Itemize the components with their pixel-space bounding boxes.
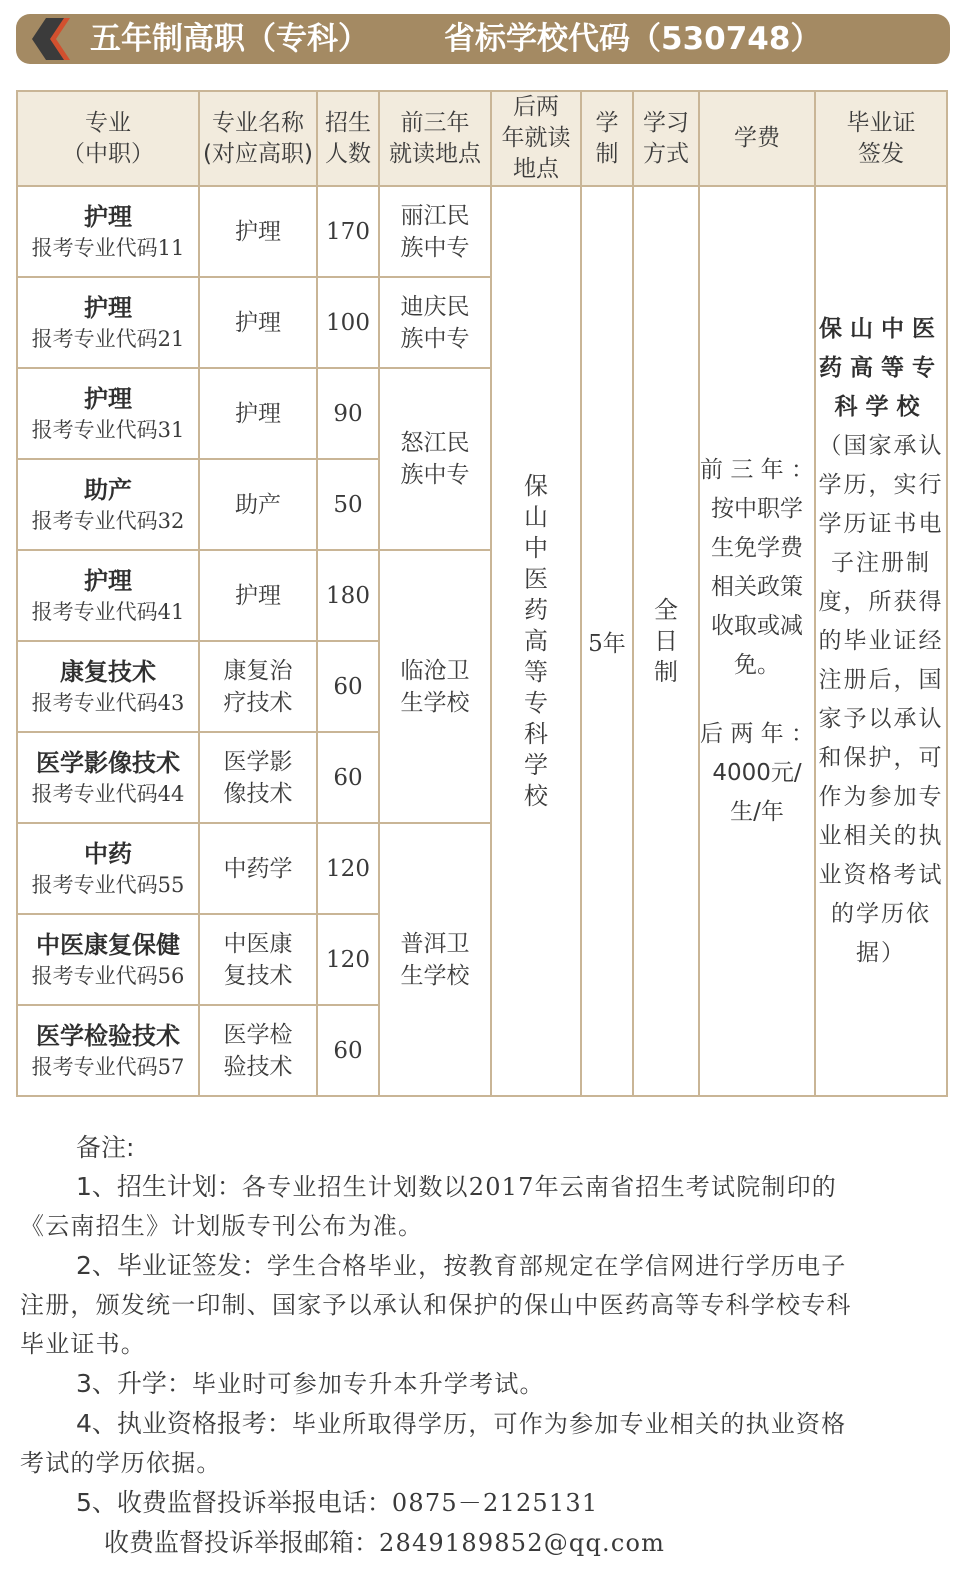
major-cell: 护理 报考专业代码41 xyxy=(17,550,199,641)
program-name-cell: 中医康 复技术 xyxy=(199,914,317,1005)
note-item-1: 1、招生计划：各专业招生计划数以2017年云南省招生考试院制印的 xyxy=(76,1172,837,1201)
quota-cell: 50 xyxy=(317,459,379,550)
quota-cell: 60 xyxy=(317,732,379,823)
complaint-email: 收费监督投诉举报邮箱：2849189852@qq.com xyxy=(104,1528,666,1557)
first-location-cell: 怒江民 族中专 xyxy=(379,368,491,550)
program-name-cell: 康复治 疗技术 xyxy=(199,641,317,732)
cert-cell: 保山中医药高等专科学校（国家承认学历，实行学历证书电子注册制度，所获得的毕业证经注册后，国家予以承认和保护，可作为参加专业相关的执业资格考试的学历依据） xyxy=(815,186,947,1096)
major-cell: 医学影像技术 报考专业代码44 xyxy=(17,732,199,823)
program-name-cell: 中药学 xyxy=(199,823,317,914)
header-fee: 学费 xyxy=(699,91,815,186)
header-mode: 学习 方式 xyxy=(633,91,699,186)
major-cell: 护理 报考专业代码21 xyxy=(17,277,199,368)
chevron-decoration-icon xyxy=(24,16,84,62)
header-years: 学 制 xyxy=(581,91,633,186)
quota-cell: 120 xyxy=(317,823,379,914)
note-item-2-cont2: 毕业证书。 xyxy=(20,1330,146,1358)
first-location-cell: 迪庆民 族中专 xyxy=(379,277,491,368)
major-cell: 医学检验技术 报考专业代码57 xyxy=(17,1005,199,1096)
quota-cell: 100 xyxy=(317,277,379,368)
quota-cell: 120 xyxy=(317,914,379,1005)
note-item-2: 2、毕业证签发：学生合格毕业，按教育部规定在学信网进行学历电子 xyxy=(76,1251,847,1280)
program-name-cell: 护理 xyxy=(199,550,317,641)
major-cell: 康复技术 报考专业代码43 xyxy=(17,641,199,732)
years-cell: 5年 xyxy=(581,186,633,1096)
note-item-1-cont: 《云南招生》计划版专刊公布为准。 xyxy=(20,1212,424,1240)
program-name-cell: 医学检 验技术 xyxy=(199,1005,317,1096)
notes-heading: 备注: xyxy=(76,1133,135,1162)
quota-cell: 90 xyxy=(317,368,379,459)
header-first-location: 前三年 就读地点 xyxy=(379,91,491,186)
notes-section xyxy=(20,1128,948,1563)
program-name-cell: 护理 xyxy=(199,186,317,277)
program-name-cell: 医学影 像技术 xyxy=(199,732,317,823)
title-banner xyxy=(16,14,950,64)
header-quota: 招生 人数 xyxy=(317,91,379,186)
header-name: 专业名称 (对应高职) xyxy=(199,91,317,186)
last-location-cell: 保山中医药高等专科学校 xyxy=(491,186,581,1096)
banner-title: 五年制高职（专科） xyxy=(90,21,369,57)
quota-cell: 60 xyxy=(317,1005,379,1096)
table-header-row xyxy=(17,91,947,186)
major-cell: 中药 报考专业代码55 xyxy=(17,823,199,914)
major-cell: 护理 报考专业代码11 xyxy=(17,186,199,277)
header-major: 专业 （中职） xyxy=(17,91,199,186)
header-last-location: 后两 年就读 地点 xyxy=(491,91,581,186)
program-name-cell: 护理 xyxy=(199,368,317,459)
major-cell: 助产 报考专业代码32 xyxy=(17,459,199,550)
header-cert: 毕业证 签发 xyxy=(815,91,947,186)
note-item-3: 3、升学：毕业时可参加专升本升学考试。 xyxy=(76,1369,545,1398)
quota-cell: 60 xyxy=(317,641,379,732)
program-name-cell: 助产 xyxy=(199,459,317,550)
quota-cell: 180 xyxy=(317,550,379,641)
enrollment-table xyxy=(16,90,948,1097)
note-item-4-cont: 考试的学历依据。 xyxy=(20,1449,222,1477)
note-item-2-cont: 注册，颁发统一印制、国家予以承认和保护的保山中医药高等专科学校专科 xyxy=(20,1291,852,1319)
mode-cell: 全日制 xyxy=(633,186,699,1096)
first-location-cell: 普洱卫 生学校 xyxy=(379,823,491,1096)
quota-cell: 170 xyxy=(317,186,379,277)
first-location-cell: 临沧卫 生学校 xyxy=(379,550,491,823)
note-item-4: 4、执业资格报考：毕业所取得学历，可作为参加专业相关的执业资格 xyxy=(76,1409,847,1438)
school-code: 省标学校代码（530748） xyxy=(444,21,822,57)
major-cell: 护理 报考专业代码31 xyxy=(17,368,199,459)
table-row xyxy=(17,186,947,277)
major-cell: 中医康复保健 报考专业代码56 xyxy=(17,914,199,1005)
program-name-cell: 护理 xyxy=(199,277,317,368)
note-item-5: 5、收费监督投诉举报电话：0875－2125131 xyxy=(76,1488,599,1517)
first-location-cell: 丽江民 族中专 xyxy=(379,186,491,277)
fee-cell: 前三年： 按中职学生免学费相关政策收取或减免。 后两年： 4000元/ 生/年 xyxy=(699,186,815,1096)
